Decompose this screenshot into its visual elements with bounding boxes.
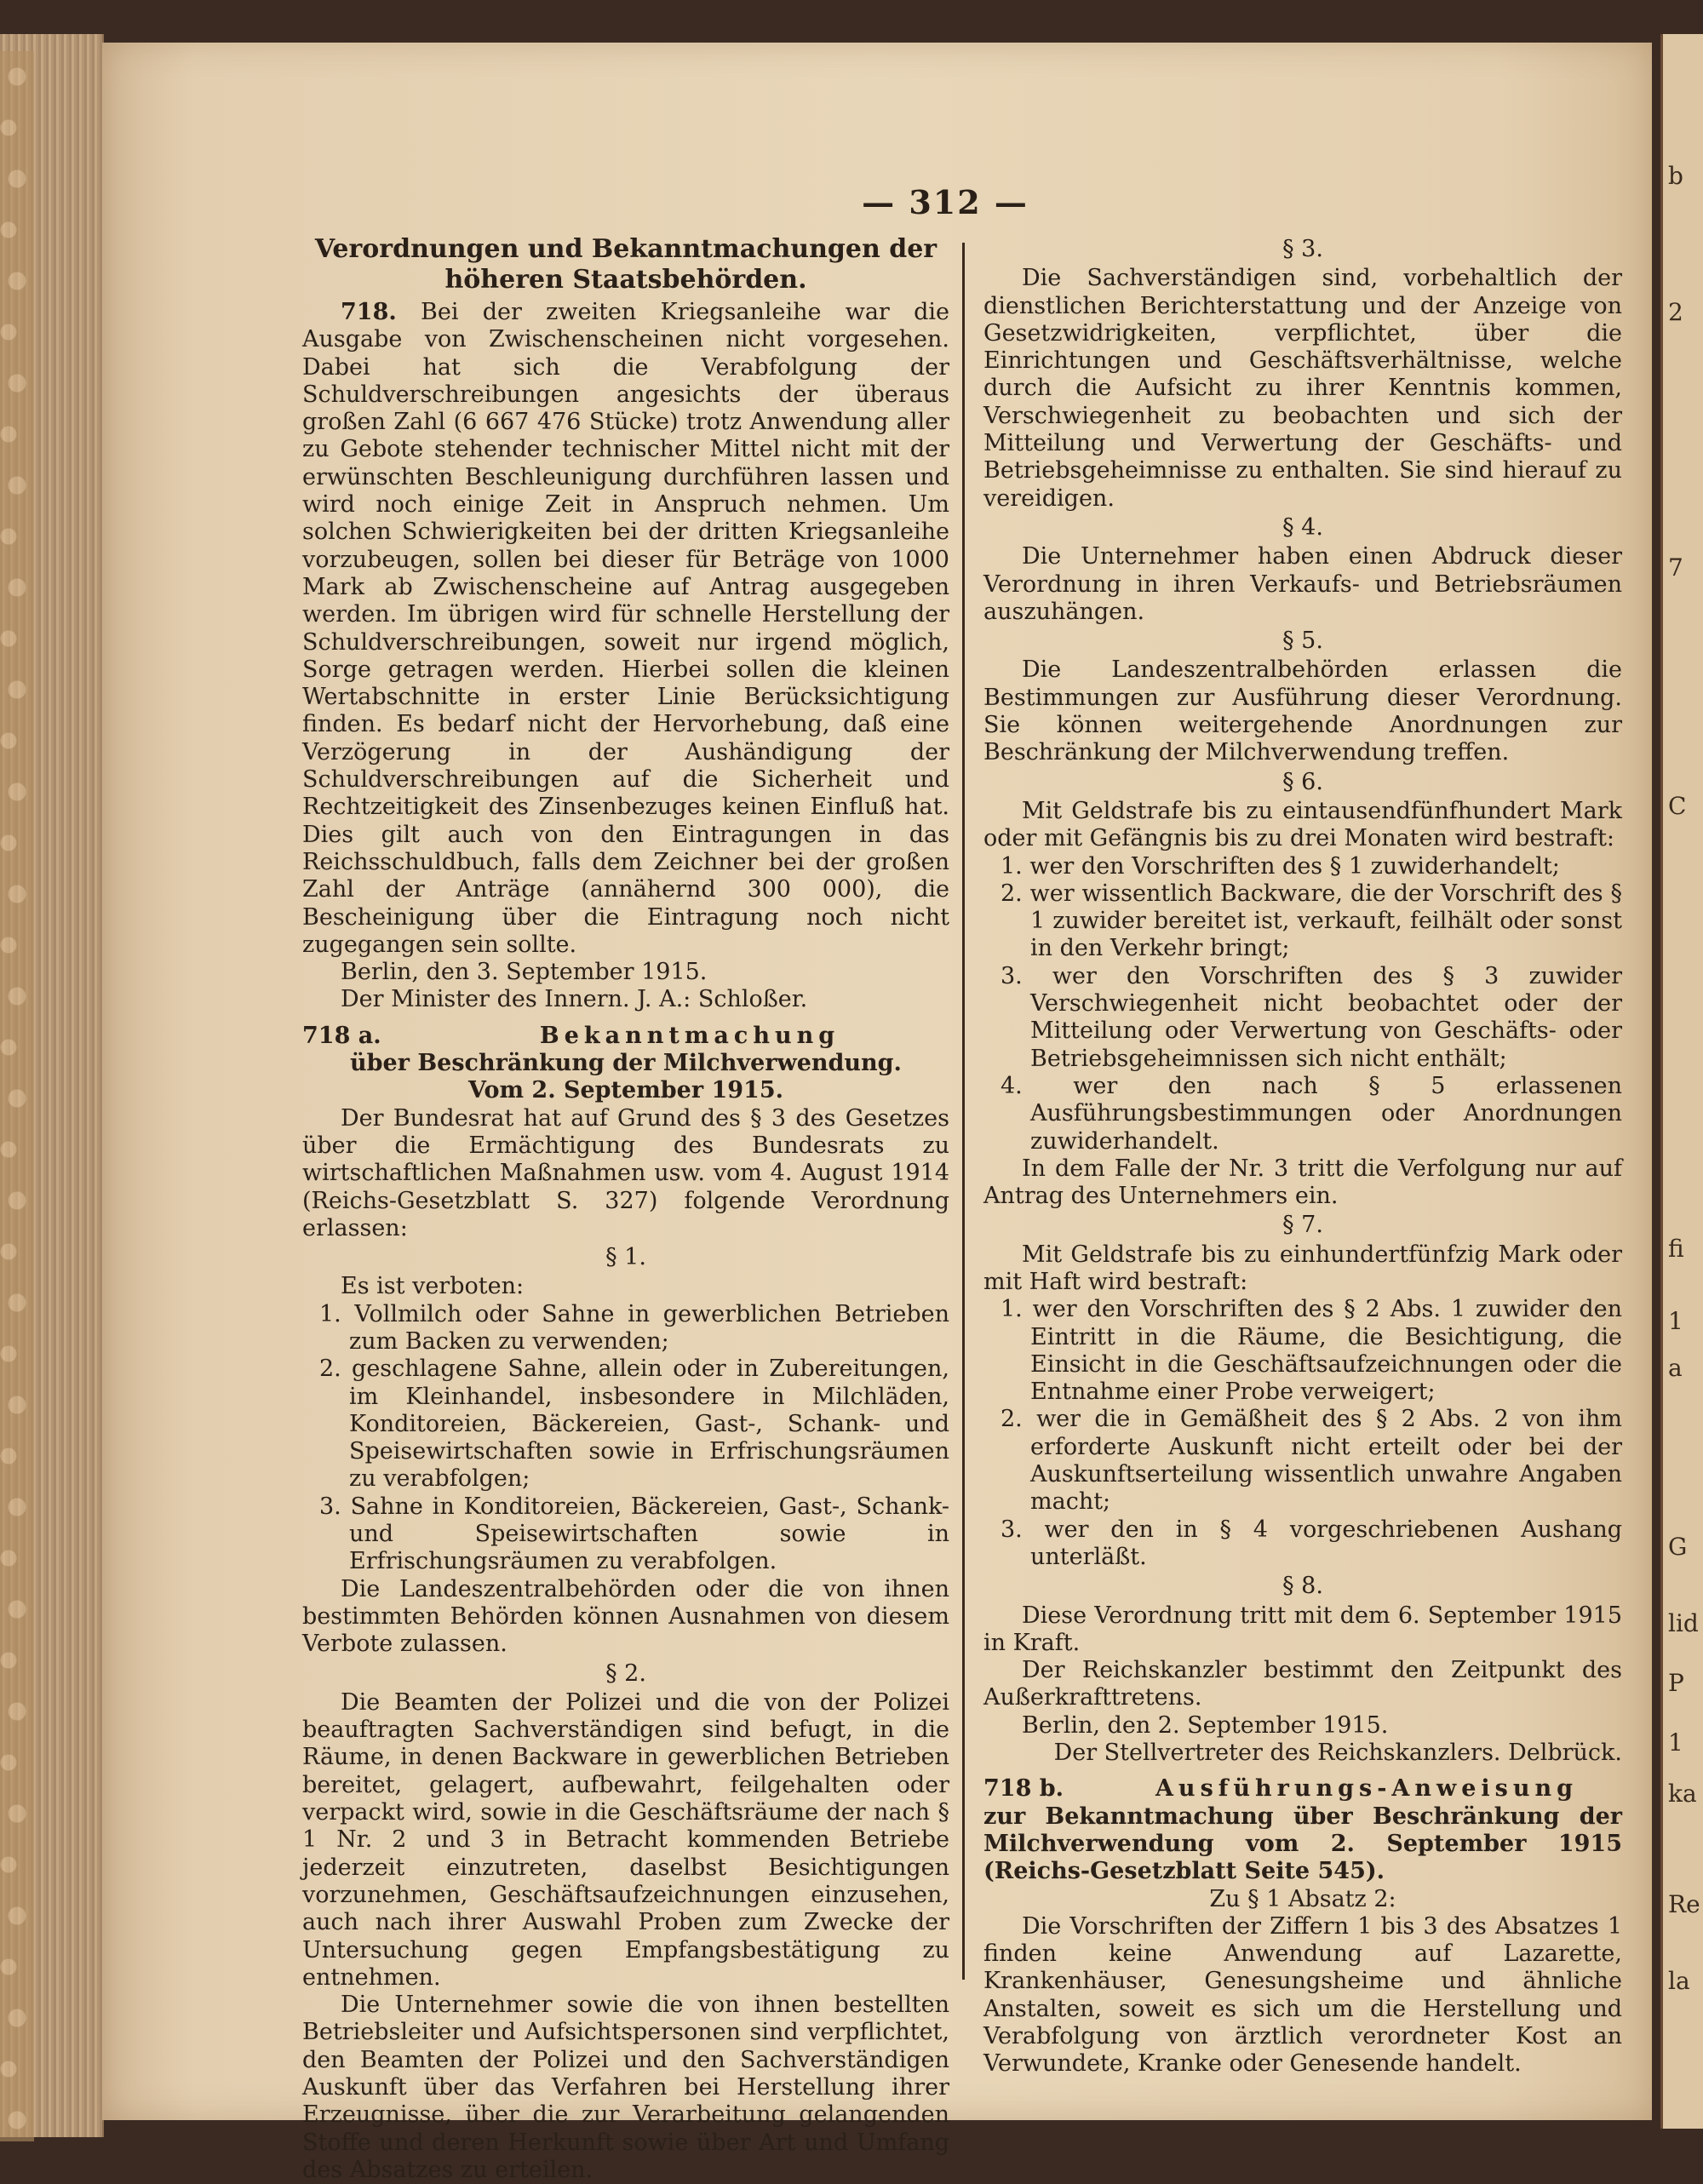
section-heading: Verordnungen und Bekanntmachungen der höheren Staatsbehörden.: [314, 234, 938, 295]
notice-intro: Der Bundesrat hat auf Grund des § 3 des Gesetzes über die Ermächtigung des Bundesrats zu wirtschaftlichen Maßnahmen usw. vom 4. August 1914 (Reichs-Gesetzblatt S. 327) folgende Verordnung erlassen:: [302, 1104, 949, 1241]
section-mark: § 7.: [1282, 1212, 1323, 1239]
section-mark: § 5.: [1282, 628, 1323, 655]
section-tail: In dem Falle der Nr. 3 tritt die Verfolgung nur auf Antrag des Unternehmers ein.: [983, 1155, 1622, 1210]
section-text: Die Unternehmer sowie die von ihnen bestellten Betriebsleiter und Aufsichtspersonen sind verpflichtet, den Beamten der Polizei und den Sachverständigen Auskunft über das Verfahren bei Herstellung ihrer Erzeugnisse, über die zur Verarbeitung gelangenden Stoffe und deren Herkunft sowie über Art und Umfang des Absatzes zu erteilen.: [302, 1992, 949, 2183]
adjacent-page-fragment: ka: [1668, 1780, 1697, 1808]
section-text: Die Unternehmer haben einen Abdruck dieser Verordnung in ihren Verkaufs- und Betriebsräumen auszuhängen.: [983, 543, 1622, 625]
list-item: 1. Vollmilch oder Sahne in gewerblichen Betrieben zum Backen zu verwenden;: [319, 1300, 949, 1355]
adjacent-page-fragment: 1: [1668, 1728, 1683, 1757]
paragraph-number: 718.: [341, 299, 397, 325]
signature: Der Minister des Innern. J. A.: Schloßer.: [341, 986, 808, 1013]
left-column: [302, 234, 949, 2184]
adjacent-page-fragment: C: [1668, 792, 1687, 820]
notice-subtitle: über Beschränkung der Milchverwendung.: [350, 1050, 902, 1077]
adjacent-page-fragment: 7: [1668, 553, 1683, 582]
section-text: Diese Verordnung tritt mit dem 6. September 1915 in Kraft.: [983, 1602, 1622, 1656]
paragraph-number: 718 b.: [983, 1775, 1064, 1803]
adjacent-page-strip: [1660, 34, 1703, 2129]
page-number: — 312 —: [862, 183, 1029, 221]
place-date: Berlin, den 3. September 1915.: [341, 959, 708, 986]
right-column: [983, 234, 1622, 2078]
section-text: Der Reichskanzler bestimmt den Zeitpunkt des Außerkrafttretens.: [983, 1657, 1622, 1711]
adjacent-page-fragment: Re: [1668, 1890, 1700, 1918]
notice-title: Bekanntmachung: [539, 1022, 840, 1049]
adjacent-page-fragment: G: [1668, 1533, 1688, 1561]
section-tail: Die Landeszentralbehörden oder die von ihnen bestimmten Behörden können Ausnahmen von diesem Verbote zulassen.: [302, 1575, 949, 1658]
list-item: 2. geschlagene Sahne, allein oder in Zubereitungen, im Kleinhandel, insbesondere in Milchläden, Konditoreien, Bäckereien, Gast-, Schank- und Speisewirtschaften sowie in Erfrischungsräumen zu verabfolgen;: [319, 1356, 949, 1493]
list-item: 4. wer den nach § 5 erlassenen Ausführungsbestimmungen oder Anordnungen zuwiderhandelt.: [1001, 1072, 1622, 1155]
instruction-reference: Zu § 1 Absatz 2:: [1209, 1885, 1396, 1912]
section-text: Die Sachverständigen sind, vorbehaltlich der dienstlichen Berichterstattung und der Anzeige von Gesetzwidrigkeiten, verpflichtet, über die Einrichtungen und Geschäftsverhältnisse, welche durch die Aufsicht zu ihrer Kenntnis kommen, Verschwiegenheit zu beobachten und sich der Mitteilung und Verwertung der Geschäfts- und Betriebsgeheimnisse zu enthalten. Sie sind hierauf zu vereidigen.: [983, 265, 1622, 512]
adjacent-page-fragment: a: [1668, 1354, 1683, 1382]
section-mark: § 8.: [1282, 1573, 1323, 1600]
adjacent-page-fragment: lid: [1668, 1609, 1699, 1637]
section-lead: Mit Geldstrafe bis zu eintausendfünfhundert Mark oder mit Gefängnis bis zu drei Monaten wird bestraft:: [983, 797, 1622, 852]
paragraph-718: [302, 299, 949, 959]
adjacent-page-fragment: la: [1668, 1967, 1690, 1995]
section-lead: Es ist verboten:: [341, 1273, 525, 1300]
section-mark: § 2.: [605, 1659, 646, 1687]
marbled-cover: [0, 51, 34, 2141]
adjacent-page-fragment: 2: [1668, 298, 1683, 326]
section-mark: § 1.: [605, 1244, 646, 1271]
adjacent-page-fragment: P: [1668, 1669, 1684, 1697]
list-item: 3. wer den Vorschriften des § 3 zuwider Verschwiegenheit nicht beobachtet oder der Mitteilung oder Verwertung von Geschäfts- oder Betriebsgeheimnissen sich nicht enthält;: [1001, 962, 1622, 1072]
section-text: Die Landeszentralbehörden erlassen die Bestimmungen zur Ausführung dieser Verordnung. Sie können weitergehende Anordnungen zur Beschränkung der Milchverwendung treffen.: [983, 656, 1622, 766]
list-item: 3. wer den in § 4 vorgeschriebenen Aushang unterläßt.: [1001, 1516, 1622, 1570]
paragraph-text: Bei der zweiten Kriegsanleihe war die Ausgabe von Zwischenscheinen nicht vorgesehen. Dabei hat sich die Verabfolgung der Schuldverschreibungen angesichts der überaus großen Zahl (6 667 476 Stücke) trotz Anwendung aller zu Gebote stehender technischer Mittel nicht mit der erwünschten Beschleunigung durchführen lassen und wird noch einige Zeit in Anspruch nehmen. Um solchen Schwierigkeiten bei der dritten Kriegsanleihe vorzubeugen, sollen bei dieser für Beträge von 1000 Mark ab Zwischenscheine auf Antrag ausgegeben werden. Im übrigen wird für schnelle Herstellung der Schuldverschreibungen, soweit nur irgend möglich, Sorge getragen werden. Hierbei sollen die kleinen Wertabschnitte in erster Linie Berücksichtigung finden. Es bedarf nicht der Hervorhebung, daß eine Verzögerung in der Aushändigung der Schuldverschreibungen auf die Sicherheit und Rechtzeitigkeit des Zinsenbezuges keinen Einfluß hat. Dies gilt auch von den Eintragungen in das Reichsschuldbuch, falls dem Zeichner bei der großen Zahl der Anträge (annähernd 300 000), die Bescheinigung über die Eintragung noch nicht zugegangen sein sollte.: [302, 299, 949, 958]
list-item: 3. Sahne in Konditoreien, Bäckereien, Gast-, Schank- und Speisewirtschaften sowie in Erfrischungsräumen zu verabfolgen.: [319, 1493, 949, 1575]
paragraph-718b-header: [983, 1775, 1622, 1803]
paragraph-number: 718 a.: [302, 1022, 381, 1049]
section-text: Die Beamten der Polizei und die von der Polizei beauftragten Sachverständigen sind befugt, in die Räume, in denen Backware in gewerblichen Betrieben bereitet, gelagert, aufbewahrt, feilgehalten oder verpackt wird, sowie in die Geschäftsräume der nach § 1 Nr. 2 und 3 in Betracht kommenden Betriebe jederzeit einzutreten, daselbst Besichtigungen vorzunehmen, Geschäftsaufzeichnungen einzusehen, auch nach ihrer Auswahl Proben zum Zwecke der Untersuchung gegen Empfangsbestätigung zu entnehmen.: [302, 1688, 949, 1991]
column-divider: [962, 243, 965, 1980]
adjacent-page-fragment: 1: [1668, 1307, 1683, 1335]
paragraph-718a-header: [302, 1023, 949, 1050]
list-item: 1. wer den Vorschriften des § 1 zuwiderhandelt;: [1001, 852, 1560, 880]
adjacent-page-fragment: b: [1668, 162, 1683, 190]
section-mark: § 6.: [1282, 768, 1323, 795]
section-mark: § 4.: [1282, 513, 1323, 541]
list-item: 2. wer die in Gemäßheit des § 2 Abs. 2 von ihm erforderte Auskunft nicht erteilt oder bei der Auskunftserteilung wissentlich unwahre Angaben macht;: [1001, 1406, 1622, 1516]
section-lead: Mit Geldstrafe bis zu einhundertfünfzig Mark oder mit Haft wird bestraft:: [983, 1241, 1622, 1295]
adjacent-page-fragment: fi: [1668, 1235, 1684, 1263]
list-item: 1. wer den Vorschriften des § 2 Abs. 1 zuwider den Eintritt in die Räume, die Besichtigung, die Einsicht in die Geschäftsaufzeichnungen oder die Entnahme einer Probe verweigert;: [1001, 1296, 1622, 1406]
instruction-text: Die Vorschriften der Ziffern 1 bis 3 des Absatzes 1 finden keine Anwendung auf Lazarette, Krankenhäuser, Genesungsheime und ähnliche Anstalten, soweit es sich um die Herstellung und Verabfolgung von ärztlich verordneter Kost an Verwundete, Kranke oder Genesende handelt.: [983, 1912, 1622, 2078]
instruction-title: Ausführungs-Anweisung: [1155, 1775, 1579, 1803]
place-date: Berlin, den 2. September 1915.: [1022, 1711, 1389, 1739]
signature: Der Stellvertreter des Reichskanzlers. Delbrück.: [1053, 1740, 1622, 1767]
section-mark: § 3.: [1282, 236, 1323, 262]
notice-date: Vom 2. September 1915.: [467, 1077, 784, 1104]
instruction-subtitle: zur Bekanntmachung über Beschränkung der Milchverwendung vom 2. September 1915 (Reichs-Gesetzblatt Seite 545).: [983, 1803, 1622, 1885]
list-item: 2. wer wissentlich Backware, die der Vorschrift des § 1 zuwider bereitet ist, verkauft, feilhält oder sonst in den Verkehr bringt;: [1001, 880, 1622, 962]
